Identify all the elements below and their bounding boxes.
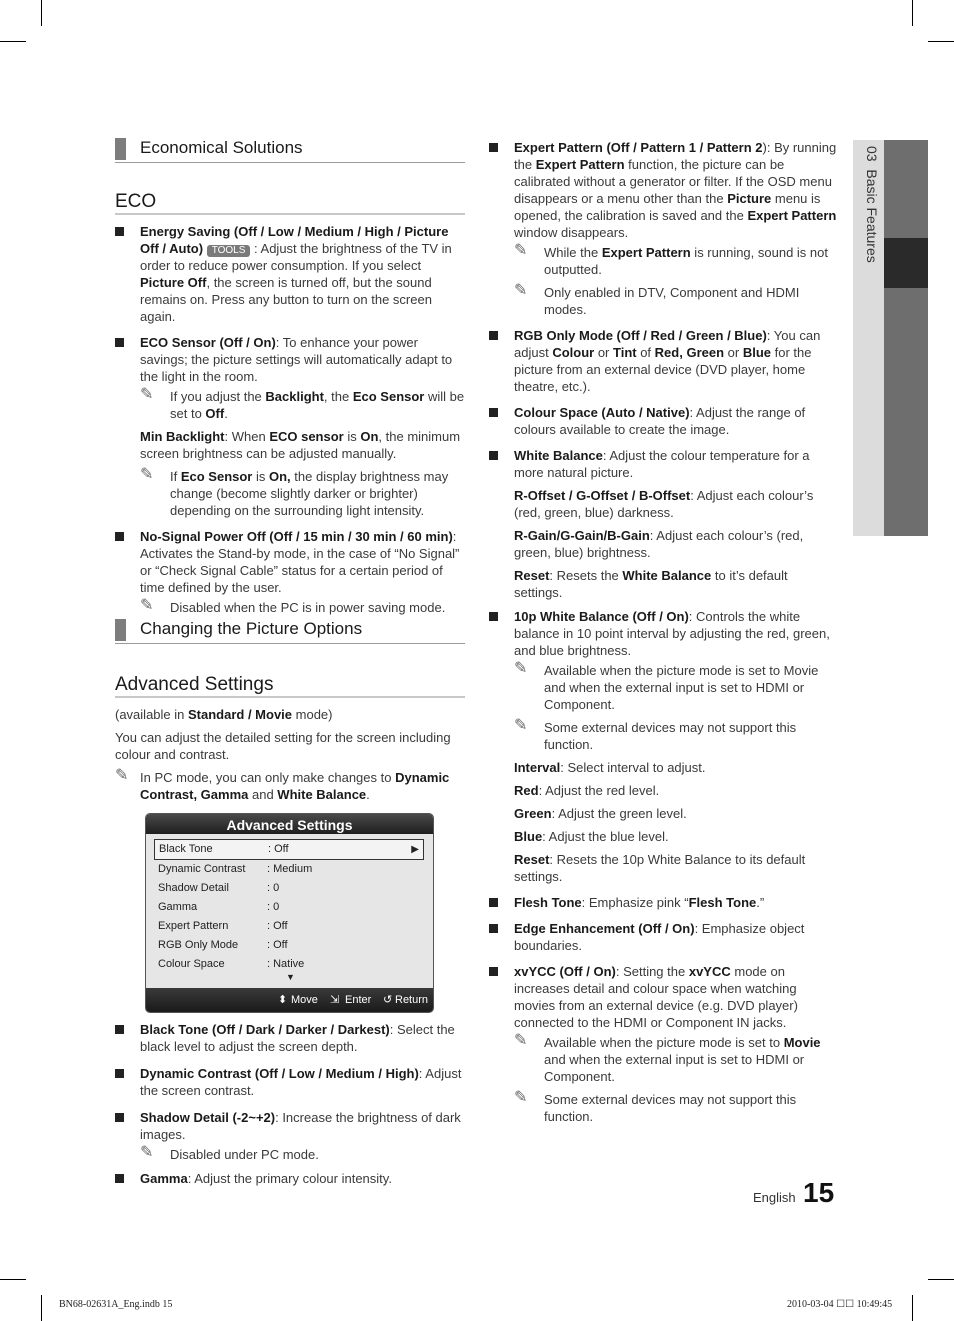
note: ✎ Disabled when the PC is in power saving mode. (140, 597, 446, 615)
side-tab-dark (884, 140, 928, 536)
crop-mark (928, 1279, 954, 1280)
osd-row-gamma[interactable]: Gamma : 0 (158, 901, 280, 913)
section-header: Changing the Picture Options (115, 619, 465, 644)
footer-file: BN68-02631A_Eng.indb 15 (59, 1299, 173, 1310)
page-number: 15 (803, 1177, 835, 1208)
list-item: Energy Saving (Off / Low / Medium / High / Picture Off / Auto) TOOLS : Adjust the brightness of the TV in order to reduce power consumption. If you select Picture Off, the screen is turned off, but the sound remains on. Press any button to turn on the screen again. (115, 223, 465, 325)
crop-mark (0, 1279, 26, 1280)
list-item: ECO Sensor (Off / On): To enhance your power savings; the picture settings will automatically adapt to the light in the room. ✎ If you adjust the Backlight, the Eco Sensor will be set to Off. Min Backlight: When ECO sensor is On, the minimum screen brightness can be adjusted manually. ✎ If Eco Sensor is On, the display brightness may change (become slightly darker or brighter) depending on the surrounding light intensity. (115, 334, 465, 519)
crop-mark (928, 41, 954, 42)
note: ✎ Only enabled in DTV, Component and HDMI modes. (514, 282, 800, 317)
note: ✎ If you adjust the Backlight, the Eco Sensor will be set to Off. (140, 386, 465, 421)
list-item: xvYCC (Off / On): Setting the xvYCC mode on increases detail and colour space when watching movies from an external device (e.g. DVD player) connected to the HDMI or Component IN jacks. ✎ Available when the picture mode is set to Movie and when the external input is set to HDMI or Component. ✎ Some external devices may not support this function. (489, 963, 839, 1125)
pencil-icon: ✎ (514, 717, 528, 734)
list-item: Dynamic Contrast (Off / Low / Medium / High): Adjust the screen contrast. (115, 1065, 465, 1099)
advanced-settings-heading: Advanced Settings (115, 676, 465, 698)
list-item: Gamma: Adjust the primary colour intensity. (115, 1170, 465, 1187)
pencil-icon: ✎ (115, 767, 129, 784)
eco-heading: ECO (115, 193, 465, 215)
sub-item: R-Offset / G-Offset / B-Offset: Adjust each colour’s (red, green, blue) darkness. (514, 488, 814, 520)
move-icon: ⬍ (278, 994, 288, 1006)
osd-menu (154, 839, 424, 974)
pencil-icon: ✎ (514, 242, 528, 259)
availability-text: (available in Standard / Movie mode) (115, 707, 333, 722)
scroll-down-icon: ▼ (286, 972, 295, 982)
section-header: Economical Solutions (115, 138, 465, 163)
page-language: English (753, 1190, 796, 1205)
pencil-icon: ✎ (514, 660, 528, 677)
pencil-icon: ✎ (140, 466, 154, 483)
pencil-icon: ✎ (514, 282, 528, 299)
pencil-icon: ✎ (140, 1144, 154, 1161)
left-column-2 (115, 619, 465, 809)
note: ✎ Some external devices may not support this function. (514, 1089, 797, 1124)
crop-mark (41, 1295, 42, 1321)
sub-item: R-Gain/G-Gain/B-Gain: Adjust each colour’s (red, green, blue) brightness. (514, 528, 804, 560)
sub-item: Reset: Resets the White Balance to it’s default settings. (514, 568, 788, 600)
osd-row-rgb-only[interactable]: RGB Only Mode : Off (158, 939, 288, 951)
left-column (115, 138, 465, 623)
pencil-icon: ✎ (140, 386, 154, 403)
crop-mark (0, 41, 26, 42)
pencil-icon: ✎ (514, 1032, 528, 1049)
note: ✎ Disabled under PC mode. (140, 1144, 319, 1162)
return-icon: ↺ (383, 994, 393, 1006)
tools-icon: TOOLS (207, 245, 251, 257)
crop-mark (41, 0, 42, 26)
list-item: Flesh Tone: Emphasize pink “Flesh Tone.” (489, 894, 839, 911)
osd-row-expert-pattern[interactable]: Expert Pattern : Off (158, 920, 288, 932)
list-item: RGB Only Mode (Off / Red / Green / Blue): You can adjust Colour or Tint of Red, Green or Blue for the picture from an external device (DVD player, home theatre, etc.). (489, 327, 839, 395)
list-item: Black Tone (Off / Dark / Darker / Darkest): Select the black level to adjust the screen depth. (115, 1021, 465, 1055)
osd-footer: ⬍ Move ⇲ Enter ↺ Return (146, 988, 433, 1012)
right-column (489, 139, 839, 1132)
pencil-icon: ✎ (140, 597, 154, 614)
sub-item: Reset: Resets the 10p White Balance to its default settings. (514, 852, 806, 884)
crop-mark (912, 0, 913, 26)
osd-title: Advanced Settings (146, 814, 433, 834)
advanced-settings-osd (145, 813, 434, 1013)
list-item: Expert Pattern (Off / Pattern 1 / Pattern 2): By running the Expert Pattern function, the picture can be calibrated without a generator or filter. If the OSD menu disappears or a menu other than the Picture menu is opened, the calibration is saved and the Expert Pattern window disappears. ✎ While the Expert Pattern is running, sound is not outputted. ✎ Only enabled in DTV, Component and HDMI modes. (489, 139, 839, 318)
list-item: No-Signal Power Off (Off / 15 min / 30 min / 60 min): Activates the Stand-by mode, in the case of “No Signal” or “Check Signal Cable” status for a certain period of time defined by the user. ✎ Disabled when the PC is in power saving mode. (115, 528, 465, 616)
crop-mark (912, 1295, 913, 1321)
list-item: 10p White Balance (Off / On): Controls the white balance in 10 point interval by adjusting the red, green, and blue brightness. ✎ Available when the picture mode is set to Movie and when the external input is set to HDMI or Component. ✎ Some external devices may not support this function. Interval: Select interval to adjust. Red: Adjust the red level. Green: Adjust the green level. Blue: Adjust the blue level. Reset: Resets the 10p White Balance to its default settings. (489, 608, 839, 885)
list-item: Colour Space (Auto / Native): Adjust the range of colours available to create the image. (489, 404, 839, 438)
note: ✎ In PC mode, you can only make changes to Dynamic Contrast, Gamma and White Balance. (115, 767, 450, 802)
sub-item: Blue: Adjust the blue level. (514, 829, 669, 844)
pencil-icon: ✎ (514, 1089, 528, 1106)
footer-date: 2010-03-04 ☐☐ 10:49:45 (787, 1299, 893, 1310)
osd-row-dynamic-contrast[interactable]: Dynamic Contrast : Medium (158, 863, 313, 875)
sub-item: Min Backlight: When ECO sensor is On, the minimum screen brightness can be adjusted manually. (140, 429, 461, 461)
sub-item: Green: Adjust the green level. (514, 806, 687, 821)
side-tab-marker (884, 238, 928, 288)
osd-row-shadow-detail[interactable]: Shadow Detail : 0 (158, 882, 280, 894)
enter-icon: ⇲ (330, 994, 340, 1006)
left-column-3 (115, 1021, 465, 1194)
sub-item: Interval: Select interval to adjust. (514, 760, 706, 775)
side-tab-label: 03 Basic Features (864, 146, 880, 263)
list-item: Shadow Detail (-2~+2): Increase the brightness of dark images. ✎ Disabled under PC mode. (115, 1109, 465, 1163)
list-item: White Balance: Adjust the colour temperature for a more natural picture. R-Offset / G-Offset / B-Offset: Adjust each colour’s (red, green, blue) darkness. R-Gain/G-Gain/B-Gain: Adjust each colour’s (red, green, blue) brightness. Reset: Resets the White Balance to it’s default settings. (489, 447, 839, 601)
arrow-right-icon: ▶ (411, 844, 419, 855)
note: ✎ While the Expert Pattern is running, sound is not outputted. (514, 242, 828, 277)
note: ✎ If Eco Sensor is On, the display brightness may change (become slightly darker or brighter) depending on the surrounding light intensity. (140, 466, 449, 518)
note: ✎ Available when the picture mode is set to Movie and when the external input is set to HDMI or Component. (514, 660, 819, 712)
osd-row-black-tone[interactable]: Black Tone : Off ▶ (154, 839, 424, 860)
note: ✎ Some external devices may not support this function. (514, 717, 797, 752)
description: You can adjust the detailed setting for the screen including colour and contrast. (115, 730, 451, 762)
osd-row-colour-space[interactable]: Colour Space : Native (158, 958, 305, 970)
note: ✎ Available when the picture mode is set to Movie and when the external input is set to HDMI or Component. (514, 1032, 821, 1084)
list-item: Edge Enhancement (Off / On): Emphasize object boundaries. (489, 920, 839, 954)
sub-item: Red: Adjust the red level. (514, 783, 660, 798)
